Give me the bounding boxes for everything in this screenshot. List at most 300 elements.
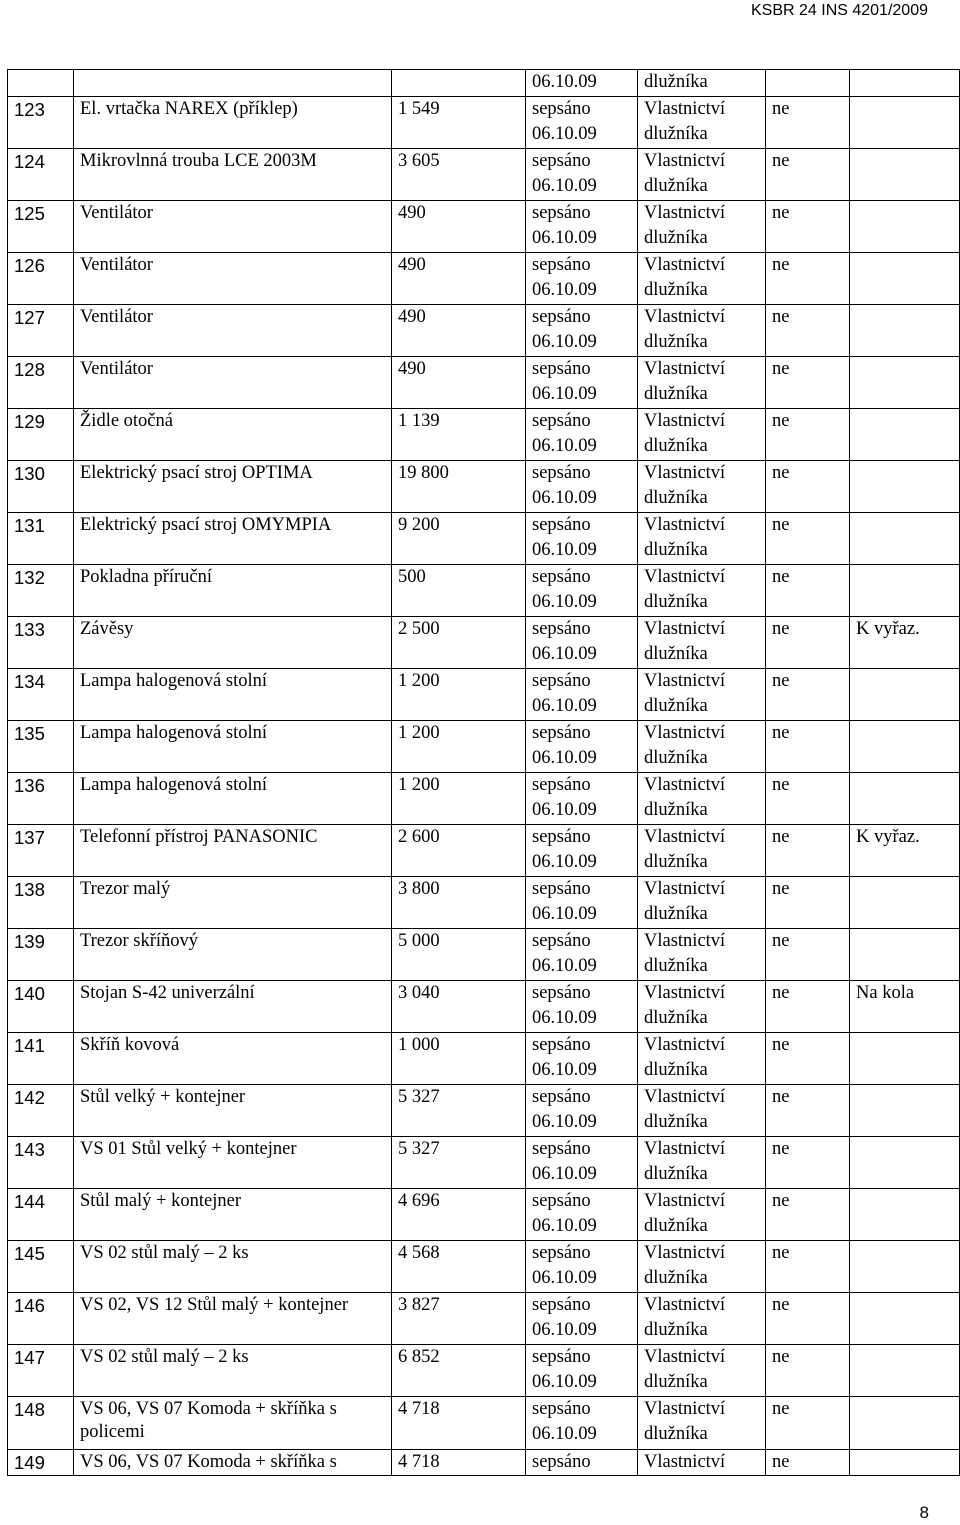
cell-number: 130 xyxy=(8,460,74,512)
status-label: sepsáno xyxy=(532,306,591,327)
cell-name: Ventilátor xyxy=(74,200,392,252)
cell-name: Trezor skříňový xyxy=(74,928,392,980)
owner-detail: dlužníka xyxy=(644,1372,708,1392)
owner-label: Vlastnictví xyxy=(644,1190,726,1211)
cell-name: Telefonní přístroj PANASONIC xyxy=(74,824,392,876)
cell-status-date xyxy=(526,1032,638,1084)
cell-status-date xyxy=(526,1136,638,1188)
cell-value: 3 040 xyxy=(392,980,526,1032)
cell-number: 133 xyxy=(8,616,74,668)
cell-name: VS 02, VS 12 Stůl malý + kontejner xyxy=(74,1292,392,1344)
status-label: sepsáno xyxy=(532,826,591,847)
date-label: 06.10.09 xyxy=(532,488,597,508)
cell-status-date xyxy=(526,876,638,928)
cell-flag: ne xyxy=(766,356,850,408)
cell-value: 5 327 xyxy=(392,1084,526,1136)
cell-status-date xyxy=(526,148,638,200)
cell-note xyxy=(850,1396,960,1449)
cell-value: 2 600 xyxy=(392,824,526,876)
cell-name: Elektrický psací stroj OPTIMA xyxy=(74,460,392,512)
date-label: 06.10.09 xyxy=(532,1216,597,1236)
date-label: 06.10.09 xyxy=(532,956,597,976)
cell-name: VS 02 stůl malý – 2 ks xyxy=(74,1240,392,1292)
cell-number: 132 xyxy=(8,564,74,616)
cell-value: 500 xyxy=(392,564,526,616)
cell-value: 490 xyxy=(392,200,526,252)
cell-owner xyxy=(638,512,766,564)
cell-name: Lampa halogenová stolní xyxy=(74,772,392,824)
cell-number xyxy=(8,70,74,97)
cell-owner xyxy=(638,1032,766,1084)
status-label: sepsáno xyxy=(532,1086,591,1107)
date-label: 06.10.09 xyxy=(532,1268,597,1288)
table-row-continuation xyxy=(8,70,960,97)
cell-owner xyxy=(638,1292,766,1344)
cell-note xyxy=(850,1188,960,1240)
inventory-table-body xyxy=(8,70,960,1476)
owner-detail: dlužníka xyxy=(644,852,708,872)
cell-name: Ventilátor xyxy=(74,252,392,304)
cell-flag: ne xyxy=(766,1396,850,1449)
cell-flag: ne xyxy=(766,720,850,772)
cell-number: 125 xyxy=(8,200,74,252)
cell-status-date xyxy=(526,96,638,148)
table-row xyxy=(8,200,960,252)
owner-label: Vlastnictví xyxy=(644,722,726,743)
status-label: sepsáno xyxy=(532,254,591,275)
owner-label: Vlastnictví xyxy=(644,878,726,899)
cell-note xyxy=(850,512,960,564)
cell-number: 136 xyxy=(8,772,74,824)
cell-owner xyxy=(638,1084,766,1136)
cell-note xyxy=(850,252,960,304)
table-row xyxy=(8,616,960,668)
cell-flag: ne xyxy=(766,980,850,1032)
cell-value: 1 000 xyxy=(392,1032,526,1084)
table-row xyxy=(8,96,960,148)
cell-number: 129 xyxy=(8,408,74,460)
cell-note xyxy=(850,96,960,148)
cell-note xyxy=(850,1084,960,1136)
status-label: sepsáno xyxy=(532,1034,591,1055)
cell-name: Stůl velký + kontejner xyxy=(74,1084,392,1136)
cell-owner xyxy=(638,1136,766,1188)
cell-status-date xyxy=(526,252,638,304)
page-number: 8 xyxy=(919,1503,929,1522)
cell-name: Židle otočná xyxy=(74,408,392,460)
cell-note xyxy=(850,1240,960,1292)
cell-name: El. vrtačka NAREX (příklep) xyxy=(74,96,392,148)
owner-label: Vlastnictví xyxy=(644,306,726,327)
cell-note xyxy=(850,876,960,928)
cell-note xyxy=(850,1032,960,1084)
status-label: sepsáno xyxy=(532,566,591,587)
cell-value: 490 xyxy=(392,304,526,356)
cell-note xyxy=(850,1449,960,1476)
cell-name: Mikrovlnná trouba LCE 2003M xyxy=(74,148,392,200)
cell-note xyxy=(850,304,960,356)
cell-number: 146 xyxy=(8,1292,74,1344)
table-row xyxy=(8,1084,960,1136)
cell-note xyxy=(850,1344,960,1396)
owner-label: Vlastnictví xyxy=(644,670,726,691)
cell-flag: ne xyxy=(766,1344,850,1396)
cell-note xyxy=(850,408,960,460)
date-label: 06.10.09 xyxy=(532,1320,597,1340)
date-label: 06.10.09 xyxy=(532,748,597,768)
date-label: 06.10.09 xyxy=(532,800,597,820)
cell-number: 137 xyxy=(8,824,74,876)
owner-detail: dlužníka xyxy=(644,800,708,820)
owner-detail: dlužníka xyxy=(644,748,708,768)
table-row xyxy=(8,1396,960,1449)
owner-detail: dlužníka xyxy=(644,1268,708,1288)
owner-detail: dlužníka xyxy=(644,384,708,404)
cell-note xyxy=(850,356,960,408)
cell-flag: ne xyxy=(766,1084,850,1136)
table-row xyxy=(8,1344,960,1396)
cell-number: 134 xyxy=(8,668,74,720)
cell-value: 3 605 xyxy=(392,148,526,200)
cell-status: sepsáno xyxy=(526,1449,638,1476)
inventory-table xyxy=(7,69,960,1476)
date-label: 06.10.09 xyxy=(532,540,597,560)
cell-status-date xyxy=(526,1292,638,1344)
date-label: 06.10.09 xyxy=(532,1164,597,1184)
table-row xyxy=(8,1032,960,1084)
cell-number: 144 xyxy=(8,1188,74,1240)
cell-status-date xyxy=(526,1344,638,1396)
table-row xyxy=(8,1188,960,1240)
date-label: 06.10.09 xyxy=(532,592,597,612)
date-label: 06.10.09 xyxy=(532,696,597,716)
date-label: 06.10.09 xyxy=(532,1008,597,1028)
owner-label: Vlastnictví xyxy=(644,1138,726,1159)
cell-number: 128 xyxy=(8,356,74,408)
owner-detail: dlužníka xyxy=(644,956,708,976)
cell-flag xyxy=(766,70,850,97)
cell-note xyxy=(850,772,960,824)
cell-flag: ne xyxy=(766,616,850,668)
cell-name: Lampa halogenová stolní xyxy=(74,720,392,772)
cell-name: VS 02 stůl malý – 2 ks xyxy=(74,1344,392,1396)
cell-flag: ne xyxy=(766,1032,850,1084)
cell-value: 4 718 xyxy=(392,1449,526,1476)
status-label: sepsáno xyxy=(532,1242,591,1263)
cell-owner xyxy=(638,824,766,876)
cell-owner xyxy=(638,564,766,616)
owner-label: Vlastnictví xyxy=(644,254,726,275)
owner-label: Vlastnictví xyxy=(644,1398,726,1419)
owner-detail: dlužníka xyxy=(644,280,708,300)
cell-owner xyxy=(638,980,766,1032)
cell-number: 124 xyxy=(8,148,74,200)
cell-name xyxy=(74,70,392,97)
cell-value: 6 852 xyxy=(392,1344,526,1396)
cell-flag: ne xyxy=(766,1449,850,1476)
date-label: 06.10.09 xyxy=(532,1060,597,1080)
cell-status-date xyxy=(526,460,638,512)
cell-number: 135 xyxy=(8,720,74,772)
cell-owner xyxy=(638,616,766,668)
cell-note xyxy=(850,1292,960,1344)
cell-flag: ne xyxy=(766,304,850,356)
cell-value: 1 139 xyxy=(392,408,526,460)
owner-label: Vlastnictví xyxy=(644,202,726,223)
table-row xyxy=(8,1292,960,1344)
table-row xyxy=(8,356,960,408)
table-row xyxy=(8,928,960,980)
cell-status-date xyxy=(526,928,638,980)
cell-name: Pokladna příruční xyxy=(74,564,392,616)
cell-status-date xyxy=(526,720,638,772)
owner-detail: dlužníka xyxy=(644,696,708,716)
cell-note: K vyřaz. xyxy=(850,616,960,668)
cell-owner xyxy=(638,1188,766,1240)
cell-owner xyxy=(638,304,766,356)
owner-label: Vlastnictví xyxy=(644,410,726,431)
table-row xyxy=(8,1449,960,1476)
cell-note xyxy=(850,668,960,720)
cell-value: 4 718 xyxy=(392,1396,526,1449)
status-label: sepsáno xyxy=(532,878,591,899)
cell-status-date xyxy=(526,1240,638,1292)
table-row xyxy=(8,824,960,876)
owner-label: Vlastnictví xyxy=(644,150,726,171)
table-row xyxy=(8,876,960,928)
owner-detail: dlužníka xyxy=(644,644,708,664)
cell-number: 145 xyxy=(8,1240,74,1292)
owner-label: Vlastnictví xyxy=(644,462,726,483)
status-label: sepsáno xyxy=(532,1398,591,1419)
cell-status-date xyxy=(526,356,638,408)
cell-note xyxy=(850,720,960,772)
cell-name: Stojan S-42 univerzální xyxy=(74,980,392,1032)
cell-status-date xyxy=(526,408,638,460)
cell-flag: ne xyxy=(766,1240,850,1292)
owner-detail: dlužníka xyxy=(644,1060,708,1080)
cell-owner xyxy=(638,928,766,980)
owner-detail: dlužníka xyxy=(644,1424,708,1444)
cell-flag: ne xyxy=(766,460,850,512)
cell-flag: ne xyxy=(766,1136,850,1188)
cell-value xyxy=(392,70,526,97)
cell-name: Skříň kovová xyxy=(74,1032,392,1084)
cell-number: 149 xyxy=(8,1449,74,1476)
cell-flag: ne xyxy=(766,252,850,304)
date-label: 06.10.09 xyxy=(532,384,597,404)
status-label: sepsáno xyxy=(532,774,591,795)
cell-flag: ne xyxy=(766,512,850,564)
owner-label: Vlastnictví xyxy=(644,1294,726,1315)
cell-status-date xyxy=(526,772,638,824)
date-label: 06.10.09 xyxy=(532,176,597,196)
cell-number: 147 xyxy=(8,1344,74,1396)
cell-flag: ne xyxy=(766,1188,850,1240)
cell-note xyxy=(850,1136,960,1188)
cell-value: 4 568 xyxy=(392,1240,526,1292)
cell-owner xyxy=(638,252,766,304)
date-label: 06.10.09 xyxy=(532,228,597,248)
table-row xyxy=(8,720,960,772)
cell-name: Závěsy xyxy=(74,616,392,668)
cell-number: 143 xyxy=(8,1136,74,1188)
cell-number: 126 xyxy=(8,252,74,304)
cell-number: 142 xyxy=(8,1084,74,1136)
cell-name: Elektrický psací stroj OMYMPIA xyxy=(74,512,392,564)
cell-name: VS 06, VS 07 Komoda + skříňka s xyxy=(74,1449,392,1476)
status-label: sepsáno xyxy=(532,1294,591,1315)
date-label: 06.10.09 xyxy=(532,1424,597,1444)
cell-number: 140 xyxy=(8,980,74,1032)
cell-status-date xyxy=(526,616,638,668)
cell-note xyxy=(850,200,960,252)
cell-owner xyxy=(638,1240,766,1292)
cell-note xyxy=(850,928,960,980)
status-label: sepsáno xyxy=(532,202,591,223)
cell-owner xyxy=(638,96,766,148)
table-row xyxy=(8,512,960,564)
status-label: sepsáno xyxy=(532,1346,591,1367)
cell-flag: ne xyxy=(766,824,850,876)
owner-label: Vlastnictví xyxy=(644,618,726,639)
status-label: sepsáno xyxy=(532,358,591,379)
status-label: sepsáno xyxy=(532,514,591,535)
cell-value: 1 549 xyxy=(392,96,526,148)
cell-value: 5 000 xyxy=(392,928,526,980)
cell-flag: ne xyxy=(766,1292,850,1344)
cell-value: 3 827 xyxy=(392,1292,526,1344)
cell-owner xyxy=(638,408,766,460)
cell-owner xyxy=(638,772,766,824)
cell-status-date xyxy=(526,1084,638,1136)
cell-value: 1 200 xyxy=(392,668,526,720)
cell-flag: ne xyxy=(766,928,850,980)
cell-status-date xyxy=(526,980,638,1032)
cell-note: K vyřaz. xyxy=(850,824,960,876)
owner-label: Vlastnictví xyxy=(644,358,726,379)
owner-label: Vlastnictví xyxy=(644,98,726,119)
cell-status-date xyxy=(526,304,638,356)
cell-flag: ne xyxy=(766,408,850,460)
cell-value: 1 200 xyxy=(392,772,526,824)
date-label: 06.10.09 xyxy=(532,852,597,872)
cell-name: Lampa halogenová stolní xyxy=(74,668,392,720)
cell-note: Na kola xyxy=(850,980,960,1032)
owner-label: Vlastnictví xyxy=(644,982,726,1003)
cell-owner: dlužníka xyxy=(638,70,766,97)
cell-status-date xyxy=(526,1188,638,1240)
status-label: sepsáno xyxy=(532,410,591,431)
cell-flag: ne xyxy=(766,668,850,720)
cell-note xyxy=(850,70,960,97)
cell-flag: ne xyxy=(766,96,850,148)
cell-owner xyxy=(638,876,766,928)
cell-note xyxy=(850,460,960,512)
date-label: 06.10.09 xyxy=(532,280,597,300)
cell-number: 141 xyxy=(8,1032,74,1084)
cell-note xyxy=(850,148,960,200)
cell-name: Stůl malý + kontejner xyxy=(74,1188,392,1240)
cell-owner xyxy=(638,356,766,408)
cell-number: 139 xyxy=(8,928,74,980)
table-row xyxy=(8,980,960,1032)
date-label: 06.10.09 xyxy=(532,1372,597,1392)
table-row xyxy=(8,772,960,824)
owner-label: Vlastnictví xyxy=(644,1242,726,1263)
cell-number: 127 xyxy=(8,304,74,356)
cell-name: Ventilátor xyxy=(74,304,392,356)
cell-owner: Vlastnictví xyxy=(638,1449,766,1476)
cell-status-date xyxy=(526,668,638,720)
table-row xyxy=(8,1240,960,1292)
cell-name: Trezor malý xyxy=(74,876,392,928)
owner-detail: dlužníka xyxy=(644,1216,708,1236)
cell-number: 148 xyxy=(8,1396,74,1449)
owner-label: Vlastnictví xyxy=(644,826,726,847)
status-label: sepsáno xyxy=(532,98,591,119)
cell-number: 123 xyxy=(8,96,74,148)
cell-value: 1 200 xyxy=(392,720,526,772)
owner-detail: dlužníka xyxy=(644,540,708,560)
owner-label: Vlastnictví xyxy=(644,930,726,951)
table-row xyxy=(8,1136,960,1188)
owner-label: Vlastnictví xyxy=(644,566,726,587)
owner-detail: dlužníka xyxy=(644,332,708,352)
cell-flag: ne xyxy=(766,876,850,928)
table-row xyxy=(8,304,960,356)
owner-label: Vlastnictví xyxy=(644,774,726,795)
table-row xyxy=(8,668,960,720)
owner-label: Vlastnictví xyxy=(644,514,726,535)
status-label: sepsáno xyxy=(532,1138,591,1159)
cell-flag: ne xyxy=(766,772,850,824)
date-label: 06.10.09 xyxy=(532,904,597,924)
cell-owner xyxy=(638,200,766,252)
owner-detail: dlužníka xyxy=(644,436,708,456)
owner-detail: dlužníka xyxy=(644,1008,708,1028)
cell-flag: ne xyxy=(766,564,850,616)
cell-status-date xyxy=(526,200,638,252)
cell-flag: ne xyxy=(766,200,850,252)
owner-detail: dlužníka xyxy=(644,592,708,612)
cell-name: VS 01 Stůl velký + kontejner xyxy=(74,1136,392,1188)
cell-number: 138 xyxy=(8,876,74,928)
cell-value: 490 xyxy=(392,252,526,304)
owner-detail: dlužníka xyxy=(644,1112,708,1132)
table-row xyxy=(8,148,960,200)
owner-detail: dlužníka xyxy=(644,1164,708,1184)
cell-value: 3 800 xyxy=(392,876,526,928)
cell-owner xyxy=(638,1396,766,1449)
owner-detail: dlužníka xyxy=(644,228,708,248)
document-reference: KSBR 24 INS 4201/2009 xyxy=(750,2,928,19)
cell-value: 490 xyxy=(392,356,526,408)
cell-date: 06.10.09 xyxy=(526,70,638,97)
table-row xyxy=(8,460,960,512)
cell-name: Ventilátor xyxy=(74,356,392,408)
cell-value: 9 200 xyxy=(392,512,526,564)
status-label: sepsáno xyxy=(532,462,591,483)
owner-detail: dlužníka xyxy=(644,904,708,924)
owner-label: Vlastnictví xyxy=(644,1086,726,1107)
table-row xyxy=(8,252,960,304)
cell-flag: ne xyxy=(766,148,850,200)
cell-number: 131 xyxy=(8,512,74,564)
cell-value: 19 800 xyxy=(392,460,526,512)
table-row xyxy=(8,564,960,616)
cell-owner xyxy=(638,148,766,200)
